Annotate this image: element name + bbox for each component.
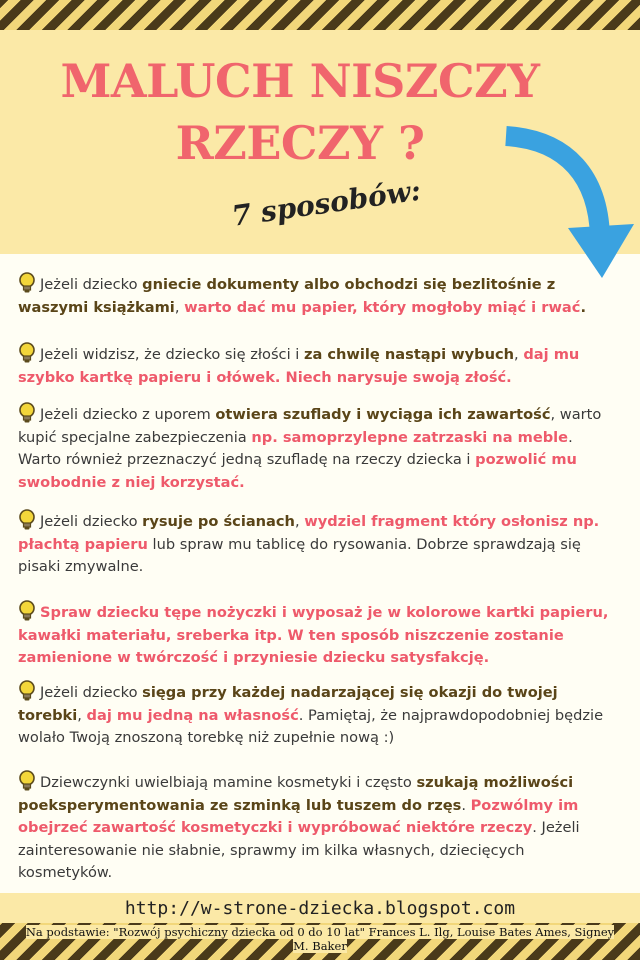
tip-text: szukają możliwości poeksperymentowania ze szminką lub tuszem do rzęs [18, 774, 574, 814]
source-credit-text: Na podstawie: "Rozwój psychiczny dziecka od 0 do 10 lat" Frances L. Ilg, Louise Bates Ames, Signey M. Baker [25, 925, 615, 953]
tip-text: gniecie dokumenty albo obchodzi się bezlitośnie z waszymi książkami [18, 276, 556, 316]
tip-text: daj mu jedną na własność [86, 706, 299, 724]
lightbulb-icon [18, 402, 36, 424]
tip-item [18, 272, 618, 319]
lightbulb-icon [18, 272, 36, 294]
tip-text: daj mu szybko kartkę papieru i ołówek. Niech narysuje swoją złość. [18, 346, 580, 386]
tip-item [18, 600, 618, 670]
lightbulb-icon [18, 680, 36, 702]
tip-text: Jeżeli dziecko z uporem [40, 406, 216, 423]
tip-item [18, 402, 618, 494]
tip-text: . Jeżeli zainteresowanie nie słabnie, sprawmy im kilka własnych, dziecięcych kosmetyków. [18, 819, 580, 882]
tip-text: Jeżeli dziecko [40, 684, 143, 701]
title-line-2: RZECZY ? [175, 116, 425, 170]
tip-text: , warto kupić specjalne zabezpieczenia [18, 406, 602, 446]
lightbulb-icon [18, 770, 36, 792]
lightbulb-icon [18, 600, 36, 622]
subtitle: 7 sposobów: [229, 173, 423, 233]
tip-text: Spraw dziecku tępe nożyczki i wyposaż je w kolorowe kartki papieru, kawałki materiału, sreberka itp. W ten sposób niszczenie zostanie zamienione w twórczość i przyniesie dziecku satysfakcję. [18, 604, 609, 667]
tip-item [18, 770, 618, 885]
tip-text: . Warto również przeznaczyć jedną szufladę na rzeczy dziecka i [18, 428, 573, 469]
tip-text: Jeżeli dziecko [40, 276, 143, 293]
lightbulb-icon [18, 509, 36, 531]
tip-text: Jeżeli widzisz, że dziecko się złości i [40, 346, 304, 363]
tip-text: za chwilę nastąpi wybuch [303, 346, 515, 363]
tip-text: , [294, 513, 305, 530]
tip-text: rysuje po ścianach [142, 513, 295, 530]
blog-url: http://w-strone-dziecka.blogspot.com [124, 898, 516, 919]
tip-text: lub spraw mu tablicę do rysowania. Dobrze sprawdzają się pisaki zmywalne. [18, 535, 581, 576]
tip-item [18, 342, 618, 389]
tip-text: Pozwólmy im obejrzeć zawartość kosmetyczki i wypróbować niektóre rzeczy [18, 796, 579, 837]
tip-text: Dziewczynki uwielbiają mamine kosmetyki i często [40, 774, 417, 791]
tip-text: . [461, 796, 471, 814]
tip-text: Jeżeli dziecko [40, 513, 143, 530]
top-stripes [0, 0, 640, 30]
tip-text: np. samoprzylepne zatrzaski na meble [251, 428, 569, 446]
tip-text: pozwolić mu swobodnie z niej korzystać. [18, 451, 577, 491]
lightbulb-icon [18, 342, 36, 364]
tip-text: sięga przy każdej nadarzającej się okazji do twojej torebki [18, 684, 558, 724]
tip-text: , [514, 346, 524, 363]
tip-text: , [77, 706, 87, 724]
source-credit [20, 925, 620, 953]
title-line-1: MALUCH NISZCZY [60, 54, 540, 108]
tip-item [18, 680, 618, 750]
tip-text: . Pamiętaj, że najprawdopodobniej będzie wolało Twoją znoszoną torebkę niż zupełnie nową :) [18, 706, 604, 747]
tip-text: otwiera szuflady i wyciąga ich zawartość [215, 406, 551, 423]
tip-item [18, 509, 618, 579]
curved-arrow-icon [498, 118, 638, 288]
tip-text: . [580, 298, 586, 316]
tip-text: wydziel fragment który osłonisz np. płachtą papieru [18, 513, 600, 553]
tip-text: , [174, 298, 185, 316]
tip-text: warto dać mu papier, który mogłoby miąć i rwać [184, 298, 581, 316]
